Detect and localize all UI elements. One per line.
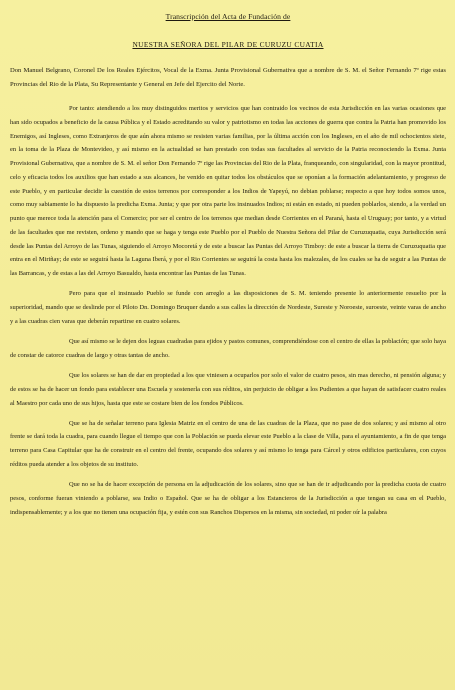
- paragraph-4: Que los solares se han de dar en propiedad a los que viniesen a ocuparlos por solo el valor de cuatro pesos, sin mas derecho, ni pensión alguna; y de estos se ha de hacer un fondo para establecer una Escuela y sostenerla con sus réditos, sin perjuicio de obligar a los Pudientes a que hayan de satisfacer cuatro reales al Maestro por cada uno de sus hijos, hasta que este se costare bien de los fondos Públicos.: [10, 372, 446, 407]
- paragraph-3: Que así mismo se le dejen dos leguas cuadradas para ejidos y pastos comunes, comprendiéndose con el centro de ellas la población; que solo haya de constar de catorce cuadras de largo y otras tantas de ancho.: [10, 338, 446, 359]
- paragraph-5: Que se ha de señalar terreno para Iglesia Matriz en el centro de una de las cuadras de la Plaza, que no pase de dos solares; y así mismo al otro frente se dará toda la cuadra, para cuando llegue el tiempo que con la Población se pueda elevar este Pueblo a la clase de Villa, para el ayuntamiento, a fin de que tenga terreno para Casa Capitular que ha de construir en el centro del frente, ocupando dos solares y así mismo lo tenga para Cárcel y otros edificios particulares, con cuyos réditos pueda atender a los objetos de su instituto.: [10, 419, 446, 468]
- document-title: Transcripción del Acta de Fundación de: [165, 12, 291, 21]
- paragraph-6: Que no se ha de hacer excepción de persona en la adjudicación de los solares, sino que se han de ir adjudicando por la predicha cuota de cuatro pesos, conforme fueran viniendo a poblarse, sea Indio o Español. Que se ha de obligar a los Estancieros de la Jurisdicción a que tengan su casa en el Pueblo, indispensablemente; y a los que no tienen una ocupación fija, y estén con sus Ranchos Dispersos en la misma, sin sociedad, ni poder oír la palabra: [10, 481, 446, 516]
- intro-paragraph: Don Manuel Belgrano, Coronel De los Reales Ejércitos, Vocal de la Exma. Junta Provisional Gubernativa que a nombre de S. M. el Señor Fernando 7º rige estas Provincias del Rio de la Plata, Su Representante y General en Jefe del Ejercito del Norte.: [10, 67, 446, 88]
- paragraph-2: Pero para que el insinuado Pueblo se funde con arreglo a las disposiciones de S. M. teniendo presente lo anteriormente resuelto por la superioridad, mando que se deslinde por el Piloto Dn. Domingo Bruquer dando a sus calles la dirección de Nordeste, Sureste y Noroeste, suroeste, veinte varas de ancho y a las cuadras cien varas que deberán repartirse en cuatro solares.: [10, 290, 446, 325]
- document-subtitle: NUESTRA SEÑORA DEL PILAR DE CURUZU CUATIA: [132, 40, 324, 49]
- paragraph-1: Por tanto: atendiendo a los muy distinguidos meritos y servicios que han contraido los vecinos de esta Jurisdicción en las varias ocasiones que han sido ocupados a beneficio de la causa Pública y el Estado acreditando su valor y patriotismo en todas las acciones de guerra que contra la Patria han promovido los Enemigos, así Ingleses, como Extranjeros de que aún ahora mismo se resisten varias familias, por la última acción con los Ingleses, en el año de mil ochocientos siete, en la toma de la Plaza de Montevideo, y así mismo en la actualidad se han prestado con todas sus facultades al servicio de la Patria reconociendo la Exma. Junta Provisional Gubernativa, que a nombre de S. M. el señor Don Fernando 7º rige las Provincias del Rio de la Plata, franqueando, con singularidad, con la mayor prontitud, celo y eficacia todos los auxilios que han estado a sus alcances, he venido en quitar todos los obstáculos que se oponían a la formación adelantamiento, y progreso de este Pueblo, y en particular decidir la cuestión de estos terrenos por corresponder a los Indios de Yapeyú, no debian poblarse; respecto a que hoy todos somos unos, como muy sabiamente lo ha dispuesto la predicha Exma. Junta; y que por otra parte los insinuados Indios; ni están en estado, ni pueden poblarlos, siendo, a la verdad un punto que merece toda la atención para el Comercio; por ser el centro de los terrenos que median desde Corrientes en el Paraná, hasta el Uruguay; por tanto, y a virtud de las facultades que me revisten, ordeno y mando que se haga y tenga este Pueblo por el Pueblo de Nuestra Señora del Pilar de Curuzuquatia, cuya Jurisdicción será desde las Puntas del Arroyo de las Tunas, siguiendo el Arroyo Mocoretá y de este a buscar las Puntas del Arroyo Timboy: de este a buscar la tierra de Curuzuquatia que entra en el Miriñay; de este se seguirá hasta la Laguna Iberá, y por el Rio Corrientes se seguirá la costa hasta los malezales, de los cuales se ha de seguir a las Puntas de las Barrancas, y de estas a las del Arroyo Basualdo, hasta encontrar las Puntas de las Tunas.: [10, 105, 446, 278]
